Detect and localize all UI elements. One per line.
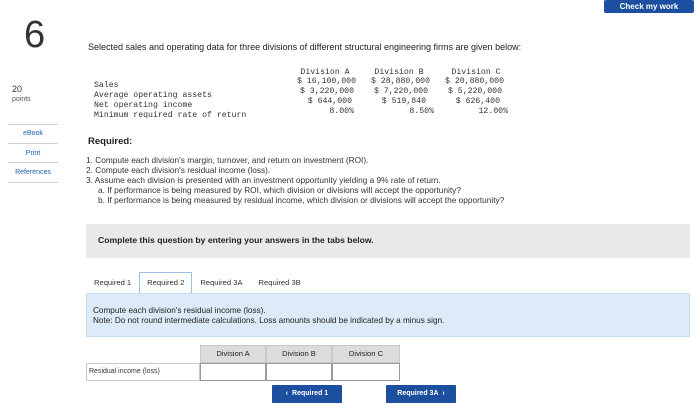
print-link[interactable]: Print	[25, 150, 41, 157]
tab-required-1[interactable]: Required 1	[94, 278, 132, 287]
column-header-division-c: Division C	[451, 68, 501, 77]
row-label-noi: Net operating income	[94, 101, 193, 110]
grid-header-division-b: Division B	[266, 345, 332, 363]
answer-row-label: Residual income (loss)	[86, 363, 200, 381]
sidebar-divider	[8, 182, 58, 183]
tab-bar	[86, 272, 309, 294]
sidebar-divider	[8, 124, 58, 125]
row-label-min-return: Minimum required rate of return	[94, 111, 247, 120]
column-header-division-b: Division B	[374, 68, 424, 77]
panel-instruction: Compute each division's residual income (loss).	[93, 306, 266, 315]
cell-assets-b: $ 7,220,000	[373, 87, 428, 96]
cell-noi-b: $ 519,840	[381, 97, 426, 106]
ebook-link[interactable]: eBook	[23, 130, 43, 137]
sidebar-divider	[8, 143, 58, 144]
next-required-button[interactable]	[386, 385, 456, 403]
check-my-work-button[interactable]: Check my work	[604, 0, 694, 13]
cell-sales-c: $ 20,880,000	[445, 77, 504, 86]
cell-min-return-a: 8.00%	[329, 107, 354, 116]
instruction-banner	[86, 224, 690, 258]
instruction-text: Complete this question by entering your answers in the tabs below.	[98, 235, 374, 245]
chevron-right-icon: ›	[438, 390, 445, 397]
answer-row	[86, 363, 400, 379]
required-item: b. If performance is being measured by residual income, which division or divisions will accept the opportunity?	[98, 195, 505, 205]
residual-income-division-b-input[interactable]	[266, 363, 332, 381]
points-value: 20	[12, 84, 23, 94]
points-label: points	[12, 96, 31, 103]
cell-noi-a: $ 644,000	[307, 97, 352, 106]
chevron-left-icon: ‹	[285, 390, 293, 397]
prev-required-button[interactable]	[272, 385, 342, 403]
row-label-assets: Average operating assets	[94, 91, 212, 100]
required-item: 1. Compute each division's margin, turnover, and return on investment (ROI).	[86, 155, 369, 165]
prev-button-label: Required 1	[292, 390, 329, 397]
row-label-sales: Sales	[94, 81, 119, 90]
cell-assets-c: $ 5,220,000	[447, 87, 502, 96]
references-link[interactable]: References	[15, 169, 51, 176]
tab-required-3a[interactable]: Required 3A	[200, 278, 243, 287]
cell-sales-b: $ 28,880,000	[371, 77, 430, 86]
residual-income-division-c-input[interactable]	[332, 363, 400, 381]
required-heading: Required:	[88, 136, 133, 147]
panel-note: Note: Do not round intermediate calculations. Loss amounts should be indicated by a minus sign.	[93, 316, 445, 325]
next-button-label: Required 3A	[397, 390, 439, 397]
grid-header-division-c: Division C	[332, 345, 400, 363]
cell-min-return-c: 12.00%	[478, 107, 508, 116]
cell-noi-c: $ 626,400	[455, 97, 500, 106]
cell-sales-a: $ 16,100,000	[297, 77, 356, 86]
residual-income-division-a-input[interactable]	[200, 363, 266, 381]
question-number: 6	[24, 14, 46, 56]
sidebar-divider	[8, 162, 58, 163]
cell-min-return-b: 8.50%	[409, 107, 434, 116]
cell-assets-a: $ 3,220,000	[299, 87, 354, 96]
required-item: 3. Assume each division is presented with an investment opportunity yielding a 9% rate of return.	[86, 175, 441, 185]
required-item: 2. Compute each division's residual income (loss).	[86, 165, 271, 175]
grid-header-division-a: Division A	[200, 345, 266, 363]
tab-panel	[86, 293, 690, 337]
tab-required-2[interactable]: Required 2	[139, 272, 192, 294]
intro-text: Selected sales and operating data for three divisions of different structural engineering firms are given below:	[88, 42, 522, 52]
required-item: a. If performance is being measured by ROI, which division or divisions will accept the opportunity?	[98, 185, 461, 195]
tab-required-3b[interactable]: Required 3B	[258, 278, 301, 287]
column-header-division-a: Division A	[300, 68, 350, 77]
